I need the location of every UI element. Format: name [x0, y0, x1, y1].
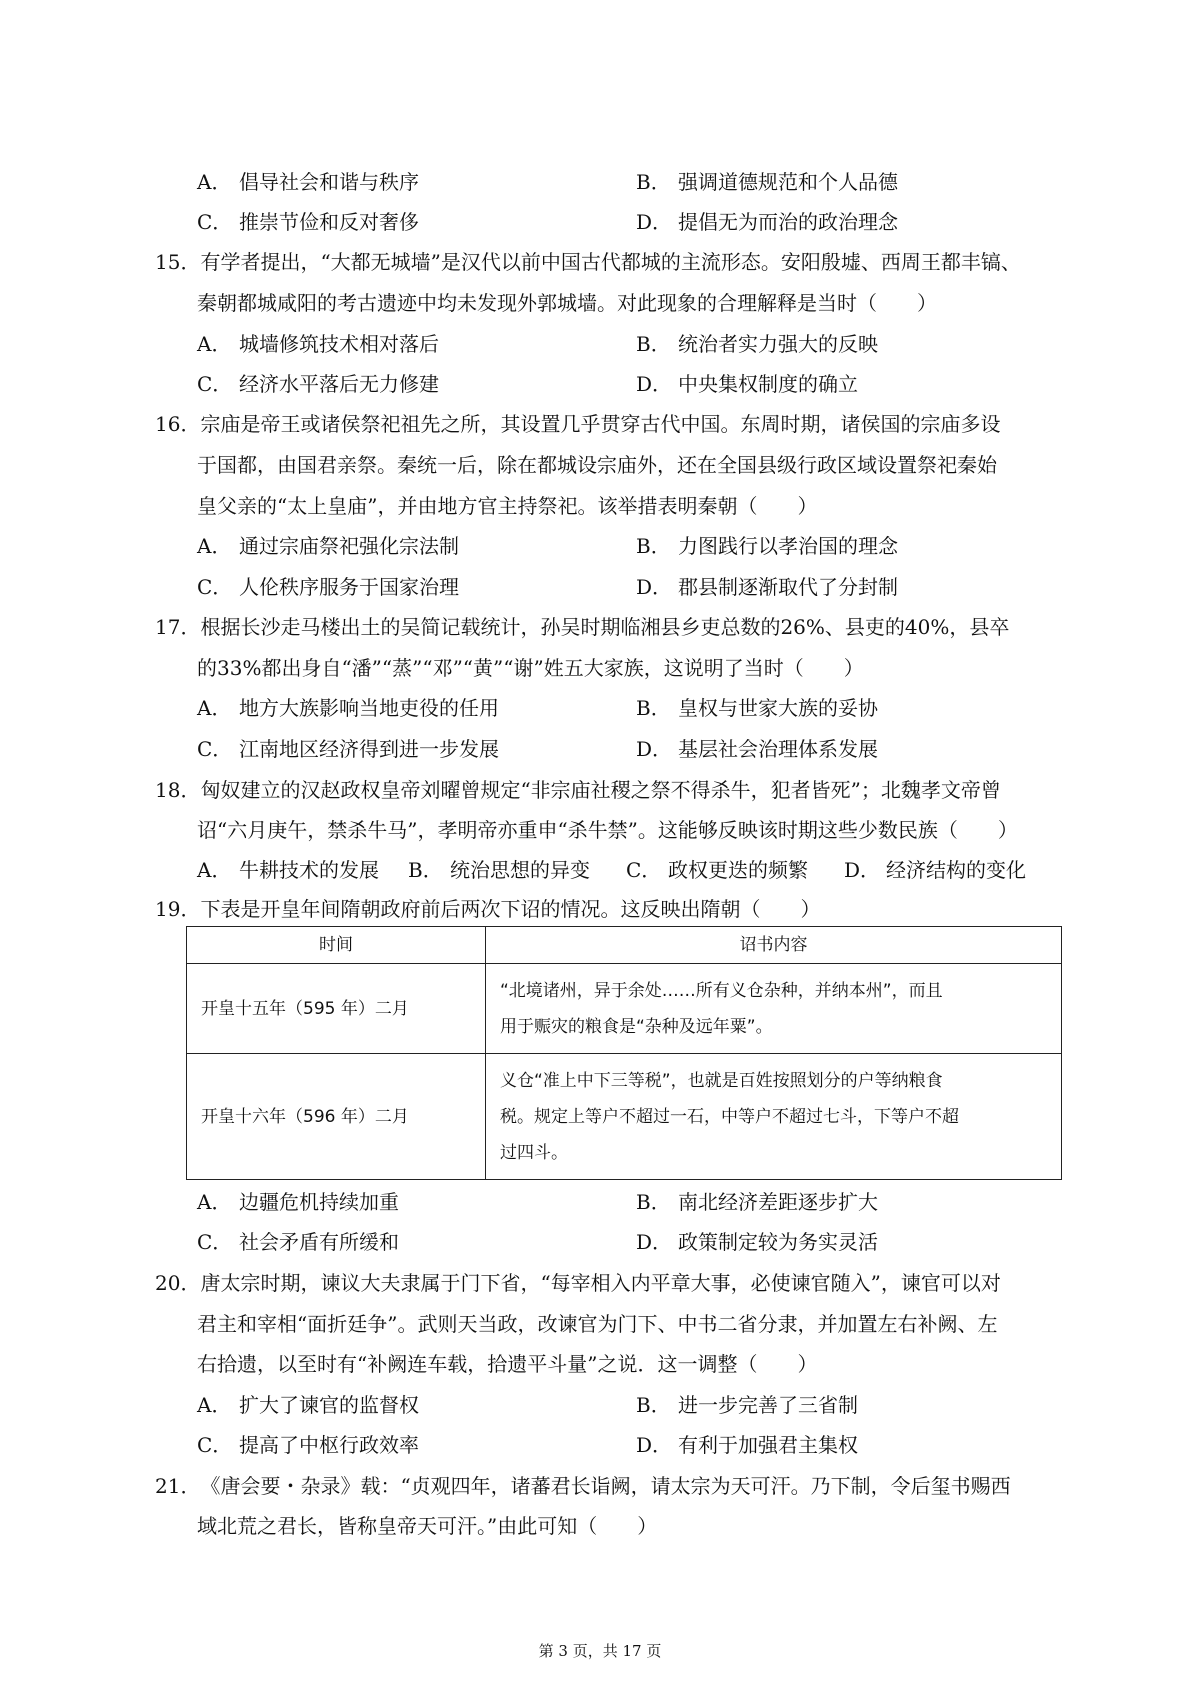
q17-stem-line-2: 的33%都出身自“潘”“蒸”“邓”“黄”“谢”姓五大家族，这说明了当时（ ） [197, 656, 864, 680]
q19-option-c: C． 社会矛盾有所缓和 [197, 1230, 399, 1254]
q19-option-d: D． 政策制定较为务实灵活 [636, 1230, 878, 1254]
table-header-content: 诏书内容 [486, 927, 1062, 964]
page-footer: 第 3 页，共 17 页 [538, 1642, 662, 1660]
edict-table [186, 926, 1062, 1180]
q19-option-a: A． 边疆危机持续加重 [197, 1190, 399, 1214]
q20-stem-line-1: 20．唐太宗时期，谏议大夫隶属于门下省，“每宰相入内平章大事，必使谏官随入”，谏官可以对 [155, 1271, 1001, 1295]
q17-option-c: C． 江南地区经济得到进一步发展 [197, 737, 499, 761]
q19-option-b: B． 南北经济差距逐步扩大 [636, 1190, 878, 1214]
table-cell-time: 开皇十五年（595 年）二月 [187, 964, 486, 1054]
q14-option-b: B． 强调道德规范和个人品德 [636, 170, 898, 194]
table-row [187, 1054, 1062, 1180]
table-header-row [187, 927, 1062, 964]
q14-option-a: A． 倡导社会和谐与秩序 [197, 170, 419, 194]
q17-option-d: D． 基层社会治理体系发展 [636, 737, 878, 761]
q14-option-d: D． 提倡无为而治的政治理念 [636, 210, 898, 234]
q20-option-d: D． 有利于加强君主集权 [636, 1433, 858, 1457]
q18-stem-line-2: 诏“六月庚午，禁杀牛马”，孝明帝亦重申“杀牛禁”。这能够反映该时期这些少数民族（ ） [197, 818, 1018, 842]
q16-stem-line-3: 皇父亲的“太上皇庙”，并由地方官主持祭祀。该举措表明秦朝（ ） [197, 494, 818, 518]
table-header-time: 时间 [187, 927, 486, 964]
q20-option-c: C． 提高了中枢行政效率 [197, 1433, 419, 1457]
q15-option-d: D． 中央集权制度的确立 [636, 372, 858, 396]
q16-option-a: A． 通过宗庙祭祀强化宗法制 [197, 534, 459, 558]
q16-option-d: D． 郡县制逐渐取代了分封制 [636, 575, 898, 599]
q15-stem-line-2: 秦朝都城咸阳的考古遗迹中均未发现外郭城墙。对此现象的合理解释是当时（ ） [197, 291, 937, 315]
table-row [187, 964, 1062, 1054]
q16-option-b: B． 力图践行以孝治国的理念 [636, 534, 898, 558]
q18-option-b: B． 统治思想的异变 [408, 858, 590, 882]
q20-stem-line-2: 君主和宰相“面折廷争”。武则天当政，改谏官为门下、中书二省分隶，并加置左右补阙、左 [197, 1312, 998, 1336]
q21-stem-line-2: 域北荒之君长，皆称皇帝天可汗。”由此可知（ ） [197, 1514, 658, 1538]
table-cell-content: “北境诸州，异于余处……所有义仓杂种，并纳本州”，而且 用于赈灾的粮食是“杂种及远年粟”。 [486, 964, 1062, 1054]
q20-option-b: B． 进一步完善了三省制 [636, 1393, 858, 1417]
q14-option-c: C． 推崇节俭和反对奢侈 [197, 210, 419, 234]
q18-option-c: C． 政权更迭的频繁 [626, 858, 808, 882]
q17-option-b: B． 皇权与世家大族的妥协 [636, 696, 878, 720]
q15-option-b: B． 统治者实力强大的反映 [636, 332, 878, 356]
q18-option-d: D． 经济结构的变化 [844, 858, 1026, 882]
q16-stem-line-2: 于国都，由国君亲祭。秦统一后，除在都城设宗庙外，还在全国县级行政区域设置祭祀秦始 [197, 453, 997, 477]
q17-stem-line-1: 17．根据长沙走马楼出土的吴简记载统计，孙吴时期临湘县乡吏总数的26%、县吏的40%，县卒 [155, 615, 1010, 639]
q18-option-a: A． 牛耕技术的发展 [197, 858, 379, 882]
q20-option-a: A． 扩大了谏官的监督权 [197, 1393, 419, 1417]
table-cell-content: 义仓“准上中下三等税”，也就是百姓按照划分的户等纳粮食 税。规定上等户不超过一石，中等户不超过七斗，下等户不超 过四斗。 [486, 1054, 1062, 1180]
q18-stem-line-1: 18．匈奴建立的汉赵政权皇帝刘曜曾规定“非宗庙社稷之祭不得杀牛，犯者皆死”；北魏孝文帝曾 [155, 778, 1001, 802]
q19-stem-line-1: 19．下表是开皇年间隋朝政府前后两次下诏的情况。这反映出隋朝（ ） [155, 897, 821, 921]
q15-option-a: A． 城墙修筑技术相对落后 [197, 332, 439, 356]
q20-stem-line-3: 右拾遗，以至时有“补阙连车载，拾遗平斗量”之说．这一调整（ ） [197, 1352, 818, 1376]
q15-stem-line-1: 15．有学者提出，“大都无城墙”是汉代以前中国古代都城的主流形态。安阳殷墟、西周王都丰镐、 [155, 250, 1021, 274]
q17-option-a: A． 地方大族影响当地吏役的任用 [197, 696, 499, 720]
q21-stem-line-1: 21．《唐会要・杂录》载：“贞观四年，诸蕃君长诣阙，请太宗为天可汗。乃下制，令后玺书赐西 [155, 1474, 1011, 1498]
q16-option-c: C． 人伦秩序服务于国家治理 [197, 575, 459, 599]
q15-option-c: C． 经济水平落后无力修建 [197, 372, 439, 396]
q16-stem-line-1: 16．宗庙是帝王或诸侯祭祀祖先之所，其设置几乎贯穿古代中国。东周时期，诸侯国的宗庙多设 [155, 412, 1001, 436]
table-cell-time: 开皇十六年（596 年）二月 [187, 1054, 486, 1180]
